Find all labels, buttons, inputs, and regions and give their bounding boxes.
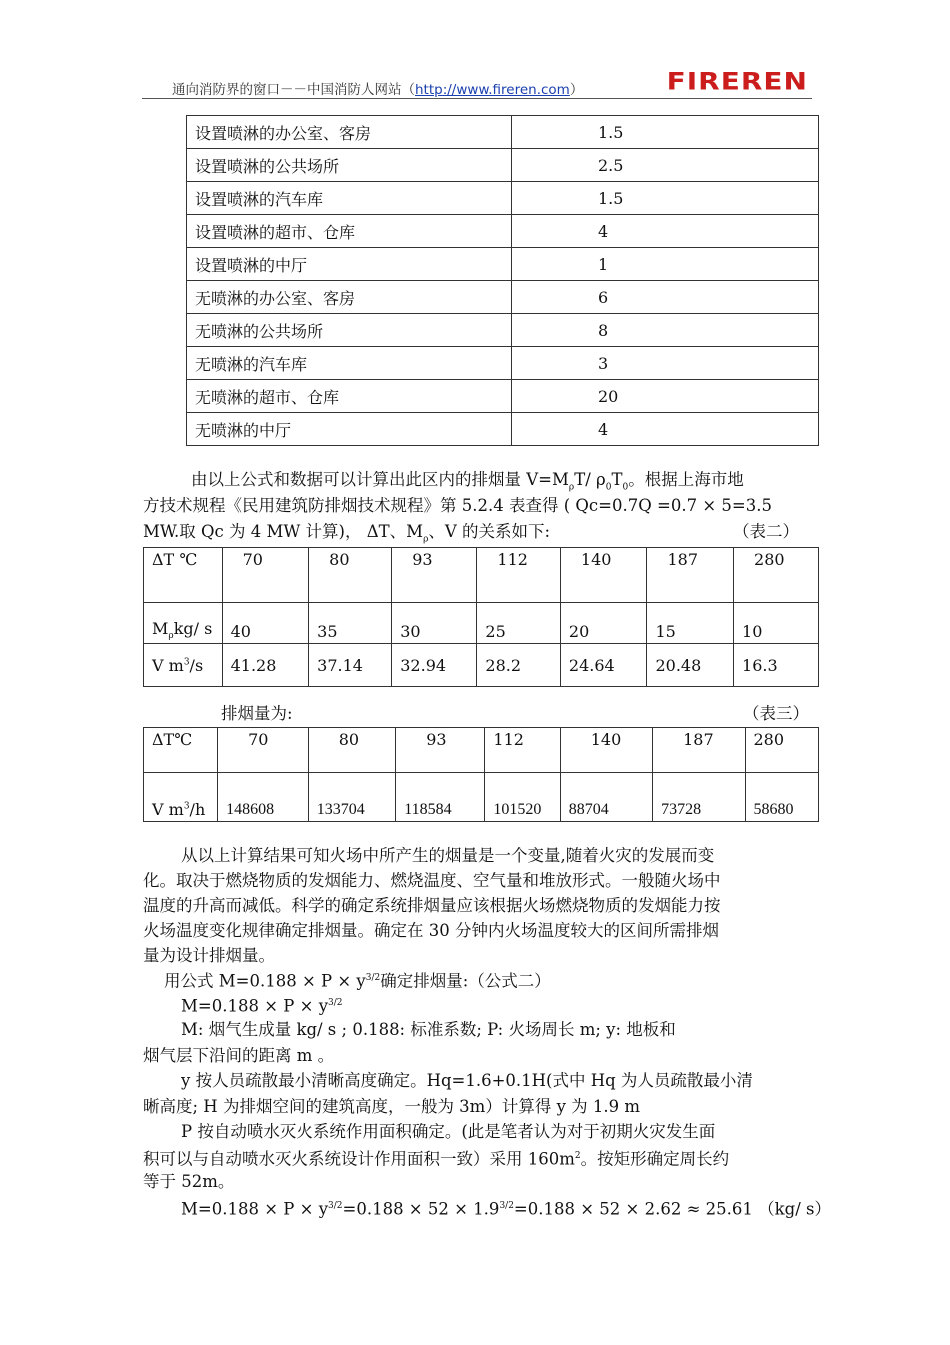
table-cell-label: 设置喷淋的办公室、客房 bbox=[187, 116, 512, 149]
table2-v-label: V $m^3/s$ bbox=[144, 644, 223, 687]
table3-v-cell: 101520 bbox=[485, 773, 560, 822]
table-cell-value: 20 bbox=[512, 380, 819, 413]
para2-line: 火场温度变化规律确定排烟量。确定在 30 分钟内火场温度较大的区间所需排烟 bbox=[143, 921, 719, 940]
header-link[interactable]: http://www.fireren.com bbox=[415, 82, 570, 98]
table-cell-label: 无喷淋的超市、仓库 bbox=[187, 380, 512, 413]
table-cell-value: 1.5 bbox=[512, 182, 819, 215]
formula-intro: 用公式 $M=0.188 \times P \times y^{3/2}$确定排烟量:（公式二） bbox=[164, 971, 551, 991]
table2-v-cell: 32.94 bbox=[392, 644, 477, 687]
table-cell-label: 设置喷淋的超市、仓库 bbox=[187, 215, 512, 248]
table-cell-value: 3 bbox=[512, 347, 819, 380]
table3-header-cell: ΔT℃ bbox=[144, 728, 218, 773]
table3-header-cell: 93 bbox=[396, 728, 485, 773]
table2-header-cell: 280 bbox=[734, 548, 819, 603]
table-cell-label: 无喷淋的中厅 bbox=[187, 413, 512, 446]
table-cell-value: 6 bbox=[512, 281, 819, 314]
table-row bbox=[187, 347, 819, 380]
table3-header-cell: 112 bbox=[485, 728, 560, 773]
table-cell-label: 无喷淋的公共场所 bbox=[187, 314, 512, 347]
table-cell-label: 设置喷淋的汽车库 bbox=[187, 182, 512, 215]
table-cell-value: 4 bbox=[512, 413, 819, 446]
table-3 bbox=[143, 727, 819, 822]
para2-line: 化。取决于燃烧物质的发烟能力、燃烧温度、空气量和堆放形式。一般随火场中 bbox=[143, 871, 721, 890]
table2-v-cell: 24.64 bbox=[560, 644, 647, 687]
table2-v-cell: 16.3 bbox=[734, 644, 819, 687]
definition-line2: 烟气层下沿间的距离 m 。 bbox=[143, 1046, 335, 1065]
table3-v-cell: 133704 bbox=[308, 773, 396, 822]
table2-v-cell: 37.14 bbox=[309, 644, 392, 687]
table3-v-cell: 88704 bbox=[560, 773, 652, 822]
para2-line: 量为设计排烟量。 bbox=[143, 946, 275, 965]
table2-header-cell: 80 bbox=[309, 548, 392, 603]
table2-header-cell: 112 bbox=[477, 548, 560, 603]
table3-header-cell: 140 bbox=[560, 728, 652, 773]
table2-header-cell: 70 bbox=[222, 548, 309, 603]
formula: $M=0.188 \times P \times y^{3/2}$ bbox=[181, 996, 343, 1016]
header-site-name: 通向消防界的窗口－－中国消防人网站（ bbox=[172, 82, 415, 98]
table-row bbox=[187, 149, 819, 182]
table3-v-cell: 148608 bbox=[218, 773, 309, 822]
table2-v-cell: 28.2 bbox=[477, 644, 560, 687]
header-text bbox=[172, 78, 583, 98]
table2-m-cell: 10 bbox=[734, 603, 819, 644]
table-1 bbox=[186, 115, 819, 446]
p-line1: P 按自动喷水灭火系统作用面积确定。(此是笔者认为对于初期火灾发生面 bbox=[181, 1122, 716, 1141]
para1-line1: 由以上公式和数据可以计算出此区内的排烟量 $V=M_\rho T/$ $\rho_0T_0$。根据上海市地 bbox=[191, 470, 744, 493]
table-cell-value: 4 bbox=[512, 215, 819, 248]
table3-tag: （表三） bbox=[743, 704, 809, 723]
table-cell-value: 2.5 bbox=[512, 149, 819, 182]
table-row bbox=[187, 380, 819, 413]
table-row bbox=[187, 116, 819, 149]
header-close-paren: ） bbox=[569, 82, 584, 98]
table3-v-label: V $m^3/h$ bbox=[144, 773, 218, 822]
table2-v-cell: 20.48 bbox=[647, 644, 734, 687]
table3-v-cell: 58680 bbox=[745, 773, 819, 822]
para2-line: 从以上计算结果可知火场中所产生的烟量是一个变量,随着火灾的发展而变 bbox=[181, 846, 715, 865]
table-cell-label: 设置喷淋的公共场所 bbox=[187, 149, 512, 182]
para1-line2: 方技术规程《民用建筑防排烟技术规程》第 5.2.4 表查得 ( Qc=0.7Q =0.7 × 5=3.5 bbox=[143, 496, 772, 515]
table-cell-label: 无喷淋的汽车库 bbox=[187, 347, 512, 380]
table2-m-cell: 40 bbox=[222, 603, 309, 644]
final-formula: $M=0.188 \times P \times y^{3/2}=0.188 \times 52 \times 1.9^{3/2}=0.188 \times 52 \times 2.62 \approx 25.61$ （kg/ s） bbox=[181, 1199, 831, 1219]
y-line2: 晰高度; H 为排烟空间的建筑高度，一般为 3m）计算得 y 为 1.9 m bbox=[143, 1097, 641, 1116]
table3-caption: 排烟量为: bbox=[221, 704, 293, 723]
p-line2: 积可以与自动喷水灭火系统设计作用面积一致）采用 $160m^2$。按矩形确定周长约 bbox=[143, 1149, 730, 1169]
page-header bbox=[142, 60, 812, 100]
table2-header-cell: ΔT ℃ bbox=[144, 548, 223, 603]
table2-m-cell: 20 bbox=[560, 603, 647, 644]
table2-header-cell: 140 bbox=[560, 548, 647, 603]
y-line1: y 按人员疏散最小清晰高度确定。Hq=1.6+0.1H(式中 Hq 为人员疏散最小清 bbox=[181, 1071, 753, 1090]
table-cell-label: 设置喷淋的中厅 bbox=[187, 248, 512, 281]
table3-header-cell: 70 bbox=[218, 728, 309, 773]
para2-line: 温度的升高而减低。科学的确定系统排烟量应该根据火场燃烧物质的发烟能力按 bbox=[143, 896, 721, 915]
table2-m-cell: 30 bbox=[392, 603, 477, 644]
header-rule bbox=[142, 98, 812, 99]
table3-header-cell: 280 bbox=[745, 728, 819, 773]
table-row bbox=[187, 413, 819, 446]
table-cell-value: 1.5 bbox=[512, 116, 819, 149]
table3-v-cell: 73728 bbox=[653, 773, 745, 822]
table2-header-cell: 187 bbox=[647, 548, 734, 603]
table-row bbox=[187, 314, 819, 347]
table-row bbox=[187, 281, 819, 314]
p-line3: 等于 52m。 bbox=[143, 1172, 235, 1191]
table3-v-cell: 118584 bbox=[396, 773, 485, 822]
table2-tag: （表二） bbox=[733, 522, 799, 541]
table-row bbox=[187, 182, 819, 215]
table2-m-cell: 25 bbox=[477, 603, 560, 644]
table-row bbox=[187, 215, 819, 248]
para1-line3: MW.取 Qc 为 4 MW 计算)， ΔT、$M_\rho$、V 的关系如下: （表二） bbox=[143, 519, 819, 552]
table2-m-cell: 35 bbox=[309, 603, 392, 644]
table2-v-cell: 41.28 bbox=[222, 644, 309, 687]
table2-m-label: $M_\rho kg/$ s bbox=[144, 603, 223, 644]
fireren-logo: FIREREN bbox=[666, 67, 808, 96]
table-cell-value: 8 bbox=[512, 314, 819, 347]
table-row bbox=[187, 248, 819, 281]
table-2 bbox=[143, 547, 819, 687]
table-cell-label: 无喷淋的办公室、客房 bbox=[187, 281, 512, 314]
table-cell-value: 1 bbox=[512, 248, 819, 281]
table2-header-cell: 93 bbox=[392, 548, 477, 603]
definition-line1: M: 烟气生成量 kg/ s ; 0.188: 标准系数; P: 火场周长 m; y: 地板和 bbox=[181, 1020, 676, 1039]
table2-m-cell: 15 bbox=[647, 603, 734, 644]
table3-header-cell: 187 bbox=[653, 728, 745, 773]
table3-header-cell: 80 bbox=[308, 728, 396, 773]
